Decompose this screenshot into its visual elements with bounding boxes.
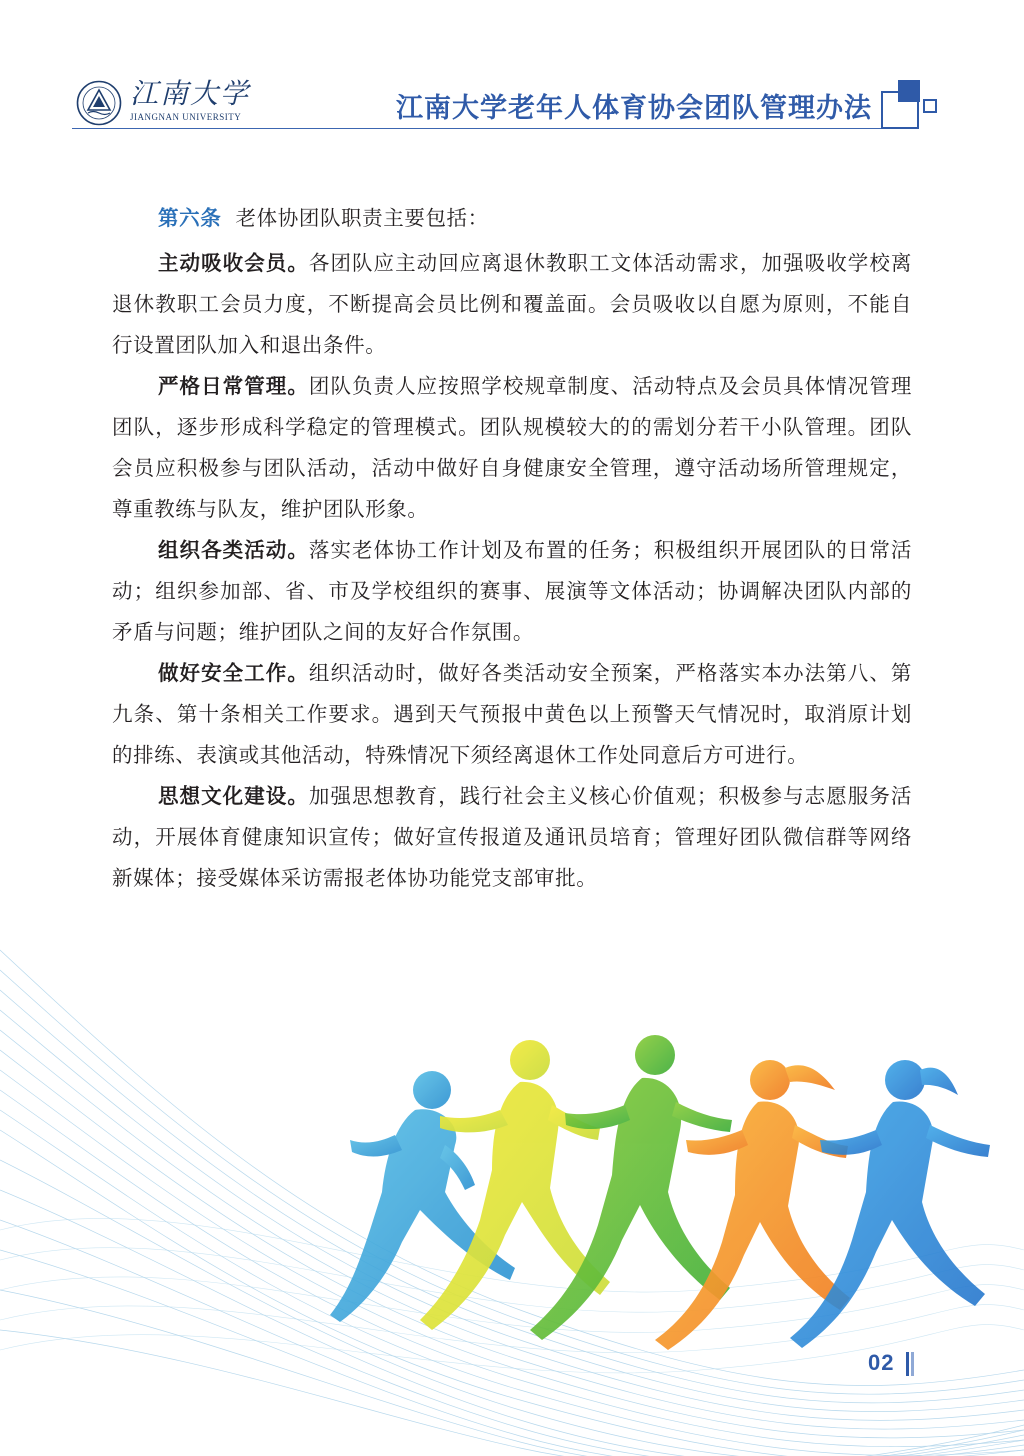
page-number-bar-icon <box>906 1352 916 1376</box>
duty-paragraph <box>112 653 912 776</box>
duty-paragraph <box>112 776 912 899</box>
duty-text: 团队负责人应按照学校规章制度、活动特点及会员具体情况管理团队，逐步形成科学稳定的管理模式。团队规模较大的的需划分若干小队管理。团队会员应积极参与团队活动，活动中做好自身健康安全管理，遵守活动场所管理规定，尊重教练与队友，维护团队形象。 <box>112 374 912 521</box>
duty-heading: 严格日常管理。 <box>158 374 309 398</box>
university-emblem-icon <box>76 80 122 126</box>
duty-text: 各团队应主动回应离退休教职工文体活动需求，加强吸收学校离退休教职工会员力度，不断提高会员比例和覆盖面。会员吸收以自愿为原则，不能自行设置团队加入和退出条件。 <box>112 251 912 357</box>
runners-illustration <box>0 930 1024 1456</box>
article-content <box>112 198 912 899</box>
logo-wordmark: 江南大学 <box>130 77 251 110</box>
duty-heading: 组织各类活动。 <box>158 538 309 562</box>
duty-heading: 主动吸收会员。 <box>158 251 309 275</box>
duty-paragraph <box>112 366 912 530</box>
page-number: 02 <box>868 1350 895 1375</box>
page-header <box>0 0 1024 150</box>
article-intro: 老体协团队职责主要包括： <box>235 206 489 230</box>
duty-text: 落实老体协工作计划及布置的任务；积极组织开展团队的日常活动；组织参加部、省、市及学校组织的赛事、展演等文体活动；协调解决团队内部的矛盾与问题；维护团队之间的友好合作氛围。 <box>112 538 912 644</box>
header-divider <box>72 128 882 129</box>
duty-heading: 做好安全工作。 <box>158 661 309 685</box>
article-label: 第六条 <box>158 206 222 230</box>
duty-paragraph <box>112 530 912 653</box>
corner-square-ornament <box>880 78 942 132</box>
duty-text: 组织活动时，做好各类活动安全预案，严格落实本办法第八、第九条、第十条相关工作要求。遇到天气预报中黄色以上预警天气情况时，取消原计划的排练、表演或其他活动，特殊情况下须经离退休工作处同意后方可进行。 <box>112 661 912 767</box>
article-heading <box>112 198 912 239</box>
logo-english-name: JIANGNAN UNIVERSITY <box>130 112 242 122</box>
duty-paragraph <box>112 243 912 366</box>
document-title: 江南大学老年人体育协会团队管理办法 <box>396 93 872 124</box>
duty-heading: 思想文化建设。 <box>158 784 309 808</box>
runner-silhouette-darkblue <box>790 1060 990 1348</box>
duty-text: 加强思想教育，践行社会主义核心价值观；积极参与志愿服务活动，开展体育健康知识宣传；做好宣传报道及通讯员培育；管理好团队微信群等网络新媒体；接受媒体采访需报老体协功能党支部审批。 <box>112 784 912 890</box>
